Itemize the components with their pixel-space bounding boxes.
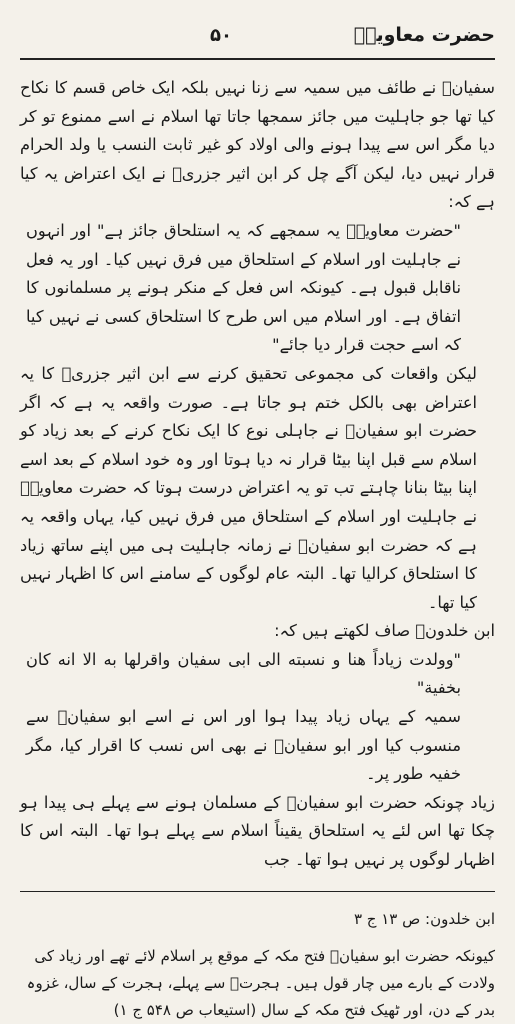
footnote-divider [20, 891, 495, 892]
paragraph-4: زیاد چونکہ حضرت ابو سفیانؓ کے مسلمان ہونے سے پہلے ہی پیدا ہو چکا تھا اس لئے یہ استلحاق یقیناً اسلام سے پہلے ہوا تھا۔ البتہ اس کا اظہار لوگوں پر نہیں ہوا تھا۔ جب [20, 792, 495, 870]
paragraph-1: سفیانؓ نے طائف میں سمیہ سے زنا نہیں بلکہ ایک خاص قسم کا نکاح کیا تھا جو جاہلیت میں جائز سمجھا جاتا تھا اسلام نے اسے ممنوع تو کر دیا مگر اس سے پیدا ہونے والی اولاد کو غیر ثابت النسب یا ولد الحرام قرار نہیں دیا، لیکن آگے چل کر ابن اثیر جزریؒ نے ایک اعتراض یہ کیا ہے کہ: [20, 78, 495, 212]
page-header [20, 18, 495, 52]
quote-translation: سمیہ کے یہاں زیاد پیدا ہوا اور اس نے اسے ابو سفیانؓ سے منسوب کیا اور ابو سفیانؓ نے بھی اس نسب کا اقرار کیا، مگر خفیہ طور پر۔ [26, 707, 461, 784]
paragraph-2: لیکن واقعات کی مجموعی تحقیق کرنے سے ابن اثیر جزریؒ کا یہ اعتراض بھی بالکل ختم ہو جاتا ہے۔ صورت واقعہ یہ ہے کہ اگر حضرت ابو سفیانؓ نے جاہلی نوع کا ایک نکاح کرنے کے بعد زیاد کو اسلام سے قبل اپنا بیٹا قرار نہ دیا ہوتا اور وہ خود اسلام کے بعد اسے اپنا بیٹا بنانا چاہتے تب تو یہ اعتراض درست ہوتا کہ حضرت معاویہؓ نے جاہلیت اور اسلام کے استلحاق میں فرق نہیں کیا، یہاں واقعہ یہ ہے کہ حضرت ابو سفیانؓ نے زمانہ جاہلیت ہی میں اپنے ساتھ زیاد کا استلحاق کرالیا تھا۔ البتہ عام لوگوں کے سامنے اس کا اظہار نہیں کیا تھا۔ [20, 363, 477, 612]
book-title: حضرت معاویہؓ [353, 24, 495, 46]
footnote-2: کیونکہ حضرت ابو سفیانؓ فتح مکہ کے موقع پر اسلام لائے تھے اور زیاد کی ولادت کے بارے میں چار قول ہیں۔ ہجرتؐ سے پہلے، ہجرت کے سال، غزوہ بدر کے دن، اور ٹھیک فتح مکہ کے سال (استیعاب ص ۵۴۸ ج ۱) [26, 946, 495, 1019]
footnote-1: ابن خلدون: ص ۱۳ ج ۳ [353, 909, 495, 928]
page-number: ۵۰ [210, 24, 232, 46]
footnotes [20, 906, 495, 1024]
quote-ibn-athir: "حضرت معاویہؓ یہ سمجھے کہ یہ استلحاق جائز ہے" اور انہوں نے جاہلیت اور اسلام کے استلحاق میں فرق نہیں کیا۔ اور یہ فعل ناقابل قبول ہے۔ کیونکہ اس فعل کے منکر ہونے پر مسلمانوں کا اتفاق ہے۔ اور اسلام میں اس طرح کا استلحاق کسی نے نہیں کیا کہ اسے حجت قرار دیا جائے" [26, 220, 461, 355]
quote-arabic: "وولدت زياداً هنا و نسبته الى ابى سفيان واقرلها به الا انه كان بخفية" [26, 649, 461, 698]
main-text [20, 74, 495, 875]
paragraph-3: ابن خلدونؒ صاف لکھتے ہیں کہ: [274, 621, 495, 641]
header-divider [20, 58, 495, 60]
